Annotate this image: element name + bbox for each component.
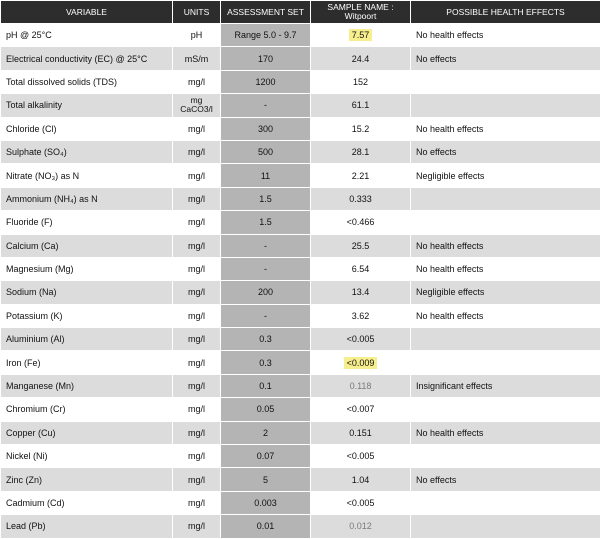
variable-cell: Copper (Cu) (1, 421, 173, 444)
assessment-cell: - (221, 257, 311, 280)
variable-cell: Potassium (K) (1, 304, 173, 327)
health-effect-cell (411, 445, 600, 468)
units-cell: mg/l (173, 304, 221, 327)
health-effect-cell: No health effects (411, 117, 600, 140)
health-effect-cell (411, 70, 600, 93)
sample-value: 7.57 (349, 29, 373, 41)
sample-value: 13.4 (352, 287, 370, 297)
sample-value: <0.005 (347, 334, 375, 344)
sample-cell (311, 351, 411, 374)
health-effect-cell (411, 491, 600, 514)
assessment-cell: 500 (221, 140, 311, 163)
table-row (1, 374, 600, 397)
sample-value: 24.4 (352, 54, 370, 64)
health-effect-cell: Negligible effects (411, 281, 600, 304)
assessment-cell: 0.05 (221, 398, 311, 421)
assessment-cell: 11 (221, 164, 311, 187)
health-effect-cell (411, 94, 600, 117)
sample-value: <0.005 (347, 498, 375, 508)
sample-value: 3.62 (352, 311, 370, 321)
sample-cell (311, 257, 411, 280)
sample-cell (311, 304, 411, 327)
variable-cell: Ammonium (NH₄) as N (1, 187, 173, 210)
variable-cell: Total alkalinity (1, 94, 173, 117)
table-row (1, 257, 600, 280)
assessment-cell: 1200 (221, 70, 311, 93)
assessment-cell: 0.01 (221, 515, 311, 538)
sample-cell (311, 445, 411, 468)
units-cell: mg/l (173, 328, 221, 351)
table-row (1, 421, 600, 444)
header-sample-name: SAMPLE NAME : Witpoort (311, 1, 411, 24)
assessment-cell: 0.3 (221, 351, 311, 374)
table-row (1, 515, 600, 538)
variable-cell: Calcium (Ca) (1, 234, 173, 257)
assessment-cell: Range 5.0 - 9.7 (221, 24, 311, 47)
variable-cell: Chromium (Cr) (1, 398, 173, 421)
variable-cell: Electrical conductivity (EC) @ 25°C (1, 47, 173, 70)
sample-value: 152 (353, 77, 368, 87)
table-row (1, 351, 600, 374)
sample-cell (311, 421, 411, 444)
variable-cell: Zinc (Zn) (1, 468, 173, 491)
units-cell: mg CaCO3/l (173, 94, 221, 117)
sample-cell (311, 187, 411, 210)
units-cell: mg/l (173, 257, 221, 280)
health-effect-cell (411, 328, 600, 351)
sample-cell (311, 117, 411, 140)
health-effect-cell (411, 211, 600, 234)
header-row (1, 1, 600, 24)
header-units: UNITS (173, 1, 221, 24)
table-row (1, 445, 600, 468)
variable-cell: Aluminium (Al) (1, 328, 173, 351)
assessment-cell: 0.3 (221, 328, 311, 351)
units-cell: mg/l (173, 445, 221, 468)
table-body (1, 24, 600, 539)
variable-cell: Manganese (Mn) (1, 374, 173, 397)
health-effect-cell: No health effects (411, 421, 600, 444)
units-cell: mg/l (173, 140, 221, 163)
variable-cell: Fluoride (F) (1, 211, 173, 234)
table-row (1, 24, 600, 47)
variable-cell: Cadmium (Cd) (1, 491, 173, 514)
table-row (1, 468, 600, 491)
variable-cell: Lead (Pb) (1, 515, 173, 538)
health-effect-cell (411, 398, 600, 421)
sample-value: <0.009 (344, 357, 378, 369)
health-effect-cell (411, 515, 600, 538)
sample-value: 15.2 (352, 124, 370, 134)
table-row (1, 211, 600, 234)
health-effect-cell: No health effects (411, 24, 600, 47)
units-cell: mg/l (173, 515, 221, 538)
table-row (1, 328, 600, 351)
sample-cell (311, 47, 411, 70)
sample-cell (311, 515, 411, 538)
sample-cell (311, 70, 411, 93)
header-health-effects: POSSIBLE HEALTH EFFECTS (411, 1, 600, 24)
table-row (1, 164, 600, 187)
health-effect-cell: Negligible effects (411, 164, 600, 187)
variable-cell: Nickel (Ni) (1, 445, 173, 468)
sample-cell (311, 140, 411, 163)
assessment-cell: 2 (221, 421, 311, 444)
sample-cell (311, 94, 411, 117)
units-cell: mg/l (173, 70, 221, 93)
units-cell: mg/l (173, 491, 221, 514)
table-row (1, 70, 600, 93)
table-row (1, 187, 600, 210)
sample-value: 0.151 (349, 428, 372, 438)
assessment-cell: 200 (221, 281, 311, 304)
sample-value: <0.005 (347, 451, 375, 461)
table-row (1, 117, 600, 140)
health-effect-cell (411, 187, 600, 210)
variable-cell: Sulphate (SO₄) (1, 140, 173, 163)
table-row (1, 47, 600, 70)
sample-value: <0.466 (347, 217, 375, 227)
sample-value: 6.54 (352, 264, 370, 274)
assessment-cell: 1.5 (221, 187, 311, 210)
units-cell: mg/l (173, 164, 221, 187)
units-cell: pH (173, 24, 221, 47)
table-row (1, 140, 600, 163)
assessment-cell: 300 (221, 117, 311, 140)
variable-cell: Chloride (Cl) (1, 117, 173, 140)
sample-value: 0.333 (349, 194, 372, 204)
sample-cell (311, 211, 411, 234)
variable-cell: Total dissolved solids (TDS) (1, 70, 173, 93)
units-cell: mg/l (173, 234, 221, 257)
units-cell: mg/l (173, 187, 221, 210)
sample-value: 28.1 (352, 147, 370, 157)
sample-value: <0.007 (347, 404, 375, 414)
header-variable: VARIABLE (1, 1, 173, 24)
assessment-cell: 1.5 (221, 211, 311, 234)
table-row (1, 304, 600, 327)
units-cell: mg/l (173, 117, 221, 140)
sample-value: 0.012 (349, 521, 372, 531)
sample-cell (311, 164, 411, 187)
sample-cell (311, 398, 411, 421)
sample-cell (311, 24, 411, 47)
assessment-cell: 5 (221, 468, 311, 491)
sample-value: 0.118 (350, 381, 372, 391)
sample-cell (311, 491, 411, 514)
units-cell: mg/l (173, 351, 221, 374)
assessment-cell: 0.07 (221, 445, 311, 468)
variable-cell: pH @ 25°C (1, 24, 173, 47)
health-effect-cell: No effects (411, 468, 600, 491)
table-row (1, 491, 600, 514)
sample-cell (311, 281, 411, 304)
health-effect-cell: No effects (411, 47, 600, 70)
variable-cell: Iron (Fe) (1, 351, 173, 374)
sample-cell (311, 234, 411, 257)
assessment-cell: - (221, 304, 311, 327)
health-effect-cell: No effects (411, 140, 600, 163)
health-effect-cell (411, 351, 600, 374)
health-effect-cell: No health effects (411, 234, 600, 257)
units-cell: mg/l (173, 374, 221, 397)
units-cell: mg/l (173, 211, 221, 234)
variable-cell: Nitrate (NO₃) as N (1, 164, 173, 187)
units-cell: mg/l (173, 281, 221, 304)
assessment-cell: 0.003 (221, 491, 311, 514)
table-row (1, 234, 600, 257)
table-row (1, 281, 600, 304)
health-effect-cell: No health effects (411, 304, 600, 327)
sample-cell (311, 374, 411, 397)
sample-value: 25.5 (352, 241, 370, 251)
table-row (1, 398, 600, 421)
table-header (1, 1, 600, 24)
units-cell: mS/m (173, 47, 221, 70)
units-cell: mg/l (173, 468, 221, 491)
sample-value: 1.04 (352, 475, 370, 485)
assessment-cell: 0.1 (221, 374, 311, 397)
header-assessment-set: ASSESSMENT SET (221, 1, 311, 24)
sample-value: 2.21 (352, 171, 370, 181)
sample-cell (311, 468, 411, 491)
sample-value: 61.1 (352, 100, 370, 110)
assessment-cell: - (221, 234, 311, 257)
assessment-cell: 170 (221, 47, 311, 70)
units-cell: mg/l (173, 398, 221, 421)
table-row (1, 94, 600, 117)
sample-cell (311, 328, 411, 351)
variable-cell: Magnesium (Mg) (1, 257, 173, 280)
assessment-cell: - (221, 94, 311, 117)
health-effect-cell: No health effects (411, 257, 600, 280)
units-cell: mg/l (173, 421, 221, 444)
health-effect-cell: Insignificant effects (411, 374, 600, 397)
variable-cell: Sodium (Na) (1, 281, 173, 304)
